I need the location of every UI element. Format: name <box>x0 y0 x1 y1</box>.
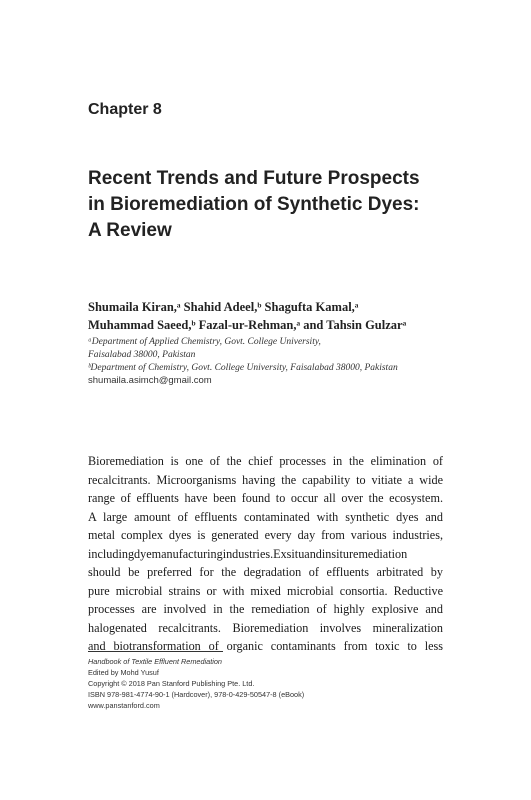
abstract-line: A large amount of effluents contaminated with synthetic dyes and <box>88 509 443 524</box>
title-line: in Bioremediation of Synthetic Dyes: <box>88 194 420 215</box>
abstract-line: includingdyemanufacturingindustries.Exsituandinsituremediation <box>88 546 408 561</box>
book-title: Handbook of Textile Effluent Remediation <box>88 657 222 666</box>
contact-email: shumaila.asimch@gmail.com <box>88 375 212 386</box>
affiliation-line: ᵇDepartment of Chemistry, Govt. College University, Faisalabad 38000, Pakistan <box>88 363 398 373</box>
author-list <box>88 298 468 334</box>
title-line: Recent Trends and Future Prospects <box>88 168 420 189</box>
abstract-line: and biotransformation of organic contaminants from toxic to less <box>88 639 443 653</box>
abstract <box>88 452 443 656</box>
publication-footnote <box>88 656 448 711</box>
affiliation-line: Faisalabad 38000, Pakistan <box>88 350 196 360</box>
abstract-line: should be preferred for the degradation of effluents arbitrated by <box>88 565 443 579</box>
abstract-line: range of effluents have been found to occur all over the ecosystem. <box>88 491 443 505</box>
abstract-line: pure microbial strains or with mixed microbial consortia. Reductive <box>88 583 443 598</box>
chapter-label: Chapter 8 <box>88 101 162 118</box>
author-line: Shumaila Kiran,ᵃ Shahid Adeel,ᵇ Shagufta Kamal,ᵃ <box>88 300 359 314</box>
affiliations <box>88 336 468 375</box>
copyright-line: Copyright © 2018 Pan Stanford Publishing Pte. Ltd. <box>88 679 255 689</box>
abstract-line: Bioremediation is one of the chief processes in the elimination of <box>88 454 443 468</box>
abstract-line: metal complex dyes is generated every day from various industries, <box>88 528 443 542</box>
editor-line: Edited by Mohd Yusuf <box>88 668 159 678</box>
abstract-line: processes are involved in the remediation of highly explosive and <box>88 602 443 616</box>
isbn-line: ISBN 978-981-4774-90-1 (Hardcover), 978-0-429-50547-8 (eBook) <box>88 690 305 700</box>
chapter-title <box>88 166 488 244</box>
author-line: Muhammad Saeed,ᵇ Fazal-ur-Rehman,ᵃ and Tahsin Gulzarᵃ <box>88 318 407 332</box>
footnote-divider <box>88 651 223 652</box>
title-line: A Review <box>88 220 172 241</box>
abstract-line: recalcitrants. Microorganisms having the capability to vitiate a wide <box>88 472 443 487</box>
affiliation-line: ᵃDepartment of Applied Chemistry, Govt. College University, <box>88 337 321 347</box>
publisher-website: www.panstanford.com <box>88 701 160 711</box>
abstract-line: halogenated recalcitrants. Bioremediation involves mineralization <box>88 620 443 635</box>
